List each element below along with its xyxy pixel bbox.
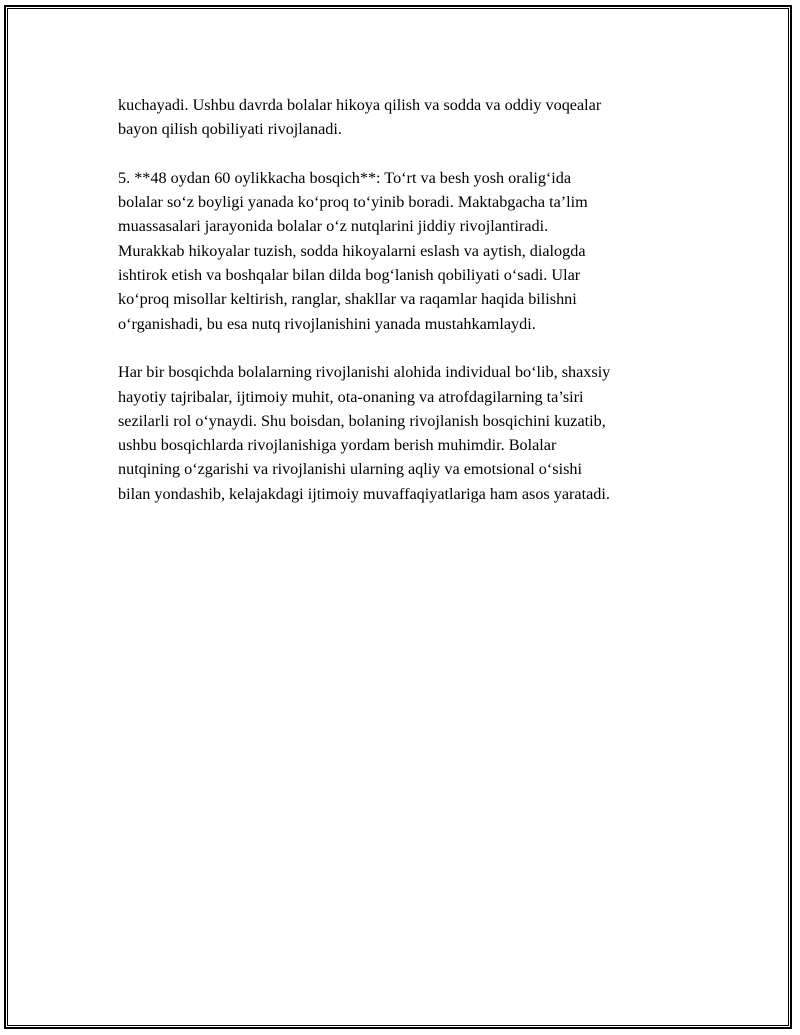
text-line: sezilarli rol o‘ynaydi. Shu boisdan, bolaning rivojlanish bosqichini kuzatib, — [118, 411, 606, 430]
text-line: nutqining o‘zgarishi va rivojlanishi ularning aqliy va emotsional o‘sishi — [118, 460, 582, 479]
text-line: ushbu bosqichlarda rivojlanishiga yordam berish muhimdir. Bolalar — [118, 436, 557, 455]
paragraph-continuation — [118, 93, 698, 142]
text-line: Har bir bosqichda bolalarning rivojlanishi alohida individual bo‘lib, shaxsiy — [118, 363, 611, 382]
text-line: hayotiy tajribalar, ijtimoiy muhit, ota-onaning va atrofdagilarning ta’siri — [118, 387, 584, 406]
text-line: 5. **48 oydan 60 oylikkacha bosqich**: To‘rt va besh yosh oralig‘ida — [118, 168, 572, 187]
text-line: ko‘proq misollar keltirish, ranglar, shakllar va raqamlar haqida bilishni — [118, 290, 577, 309]
paragraph-conclusion — [118, 360, 698, 506]
paragraph-stage-5 — [118, 166, 698, 336]
text-line: bayon qilish qobiliyati rivojlanadi. — [118, 120, 342, 139]
text-line: ishtirok etish va boshqalar bilan dilda bog‘lanish qobiliyati o‘sadi. Ular — [118, 266, 581, 285]
text-line: kuchayadi. Ushbu davrda bolalar hikoya qilish va sodda va oddiy voqealar — [118, 96, 602, 114]
text-line: o‘rganishadi, bu esa nutq rivojlanishini yanada mustahkamlaydi. — [118, 314, 536, 333]
text-line: bilan yondashib, kelajakdagi ijtimoiy muvaffaqiyatlariga ham asos yaratadi. — [118, 484, 610, 503]
text-line: muassasalari jarayonida bolalar o‘z nutqlarini jiddiy rivojlantiradi. — [118, 217, 549, 236]
text-line: bolalar so‘z boyligi yanada ko‘proq to‘yinib boradi. Maktabgacha ta’lim — [118, 193, 588, 212]
text-line: Murakkab hikoyalar tuzish, sodda hikoyalarni eslash va aytish, dialogda — [118, 241, 586, 260]
document-body — [118, 93, 698, 530]
